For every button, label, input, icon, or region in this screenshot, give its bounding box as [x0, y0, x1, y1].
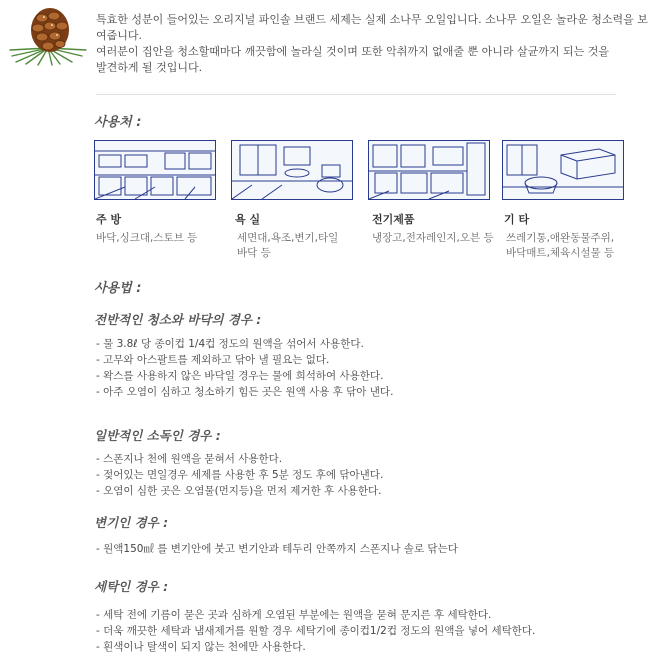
place-desc-line: 바닥,싱크대,스토브 등 [96, 232, 198, 244]
intro-line: 특효한 성분이 들어있는 오리지널 파인솔 브랜드 세제는 실제 소나무 오일입니다. 소나무 오일은 놀라운 청소력을 보여줍니다. [96, 13, 648, 42]
divider [96, 94, 616, 95]
instruction-line: - 왁스를 사용하지 않은 바닥일 경우는 물에 희석하여 사용한다. [96, 370, 384, 382]
bathroom-illustration [231, 140, 353, 200]
place-name-kitchen: 주 방 [96, 213, 122, 226]
kitchen-illustration [94, 140, 216, 200]
pinecone-logo [8, 4, 88, 66]
place-desc-bathroom [237, 231, 338, 261]
place-desc-line: 바닥매트,체육시설물 등 [506, 247, 615, 259]
instruction-line: - 흰색이나 탈색이 되지 않는 천에만 사용한다. [96, 641, 306, 653]
section-list-general-floor [96, 336, 393, 400]
place-desc-line: 바닥 등 [237, 247, 271, 259]
others-illustration [502, 140, 624, 200]
section-title-disinfection: 일반적인 소독인 경우 : [94, 428, 221, 443]
place-desc-line: 냉장고,전자레인지,오븐 등 [372, 232, 494, 244]
place-name-appliances: 전기제품 [372, 213, 415, 226]
section-list-toilet [96, 541, 458, 557]
section-title-laundry: 세탁인 경우 : [94, 579, 169, 594]
section-title-general-floor: 전반적인 청소와 바닥의 경우 : [94, 312, 262, 327]
instruction-line: - 오염이 심한 곳은 오염물(먼지등)을 먼저 제거한 후 사용한다. [96, 485, 382, 497]
instruction-line: - 세탁 전에 기름이 묻은 곳과 심하게 오염된 부분에는 원액을 묻혀 문지른 후 세탁한다. [96, 609, 492, 621]
place-desc-line: 쓰레기통,애완동물주위, [506, 232, 615, 244]
instruction-line: - 아주 오염이 심하고 청소하기 힘든 곳은 원액 사용 후 닦아 낸다. [96, 386, 394, 398]
section-list-laundry [96, 607, 535, 655]
intro-line: 여러분이 집안을 청소할때마다 깨끗함에 놀라실 것이며 또한 악취까지 없애줄 뿐 아니라 살균까지 되는 것을 [96, 45, 609, 58]
intro-text [96, 12, 652, 76]
instruction-line: - 젖어있는 면일경우 세제를 사용한 후 5분 정도 후에 닦아낸다. [96, 469, 384, 481]
instruction-line: - 더욱 깨끗한 세탁과 냄새제거를 원할 경우 세탁기에 종이컵1/2컵 정도의 원액을 넣어 세탁한다. [96, 625, 536, 637]
instruction-line: - 스폰지나 천에 원액을 묻혀서 사용한다. [96, 453, 283, 465]
place-desc-others [506, 231, 614, 261]
place-desc-kitchen [96, 231, 197, 246]
section-title-toilet: 변기인 경우 : [94, 515, 169, 530]
appliances-illustration [368, 140, 490, 200]
usage-places-heading: 사용처 : [94, 115, 142, 130]
intro-line: 발견하게 될 것입니다. [96, 61, 203, 74]
place-name-others: 기 타 [504, 213, 530, 226]
instruction-line: - 고무와 아스팔트를 제외하고 닦아 낼 필요는 없다. [96, 354, 330, 366]
section-list-disinfection [96, 451, 383, 499]
usage-method-heading: 사용법 : [94, 281, 142, 296]
instruction-line: - 물 3.8ℓ 당 종이컵 1/4컵 정도의 원액을 섞어서 사용한다. [96, 338, 364, 350]
place-desc-appliances [372, 231, 494, 246]
place-desc-line: 세면대,욕조,변기,타일 [237, 232, 339, 244]
instruction-line: - 원액150㎖ 를 변기안에 붓고 변기안과 테두리 안쪽까지 스폰지나 솔로 닦는다 [96, 543, 458, 555]
place-name-bathroom: 욕 실 [235, 213, 261, 226]
